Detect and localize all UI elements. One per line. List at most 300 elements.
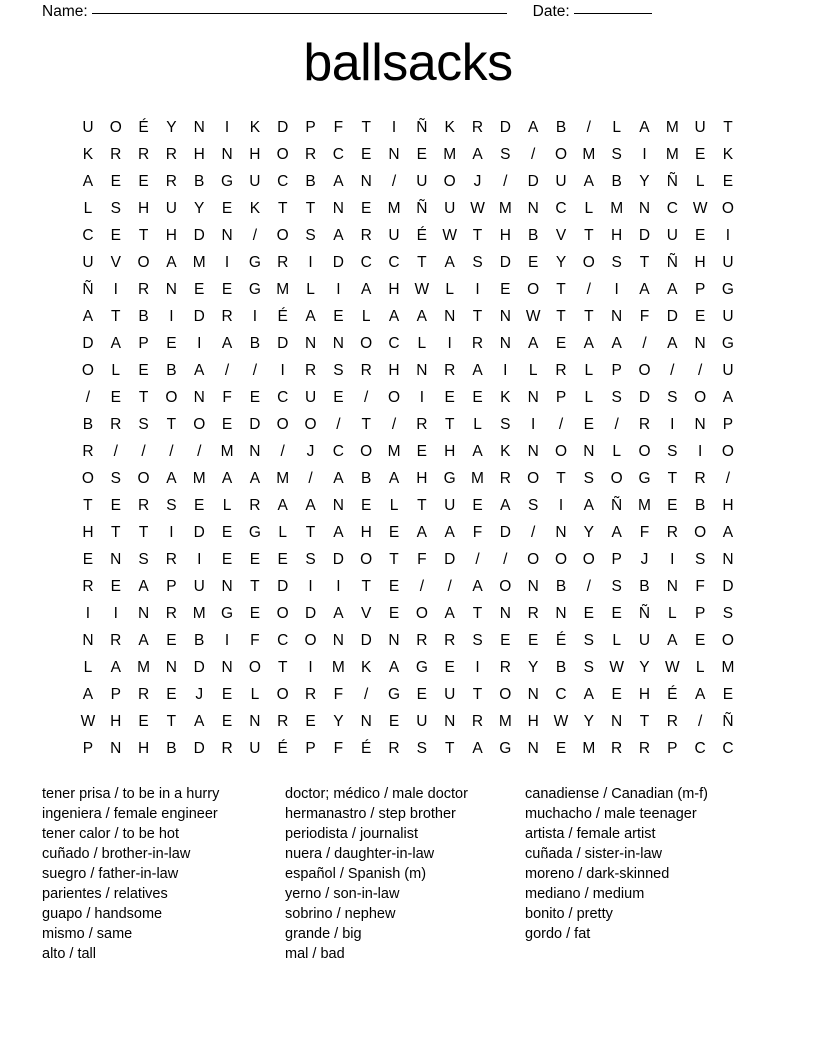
grid-cell[interactable]: L [584, 361, 594, 379]
grid-cell[interactable]: A [611, 334, 622, 352]
grid-cell[interactable]: A [221, 334, 233, 352]
grid-cell[interactable]: D [360, 631, 372, 649]
grid-cell[interactable]: O [527, 550, 540, 568]
grid-cell[interactable]: R [165, 604, 177, 622]
grid-cell[interactable]: S [138, 415, 149, 433]
grid-cell[interactable]: B [82, 415, 94, 433]
grid-cell[interactable]: Ñ [666, 172, 678, 190]
grid-cell[interactable]: T [277, 658, 288, 676]
grid-cell[interactable]: É [138, 118, 149, 136]
grid-cell[interactable]: N [221, 658, 233, 676]
grid-cell[interactable]: E [110, 577, 121, 595]
grid-cell[interactable]: O [360, 550, 373, 568]
grid-cell[interactable]: / [308, 469, 313, 487]
grid-cell[interactable]: P [667, 739, 678, 757]
grid-cell[interactable]: R [527, 604, 539, 622]
grid-cell[interactable]: N [444, 307, 456, 325]
grid-cell[interactable]: E [82, 550, 94, 568]
grid-cell[interactable]: N [165, 658, 177, 676]
grid-cell[interactable]: F [417, 550, 427, 568]
grid-cell[interactable]: / [558, 415, 564, 433]
grid-cell[interactable]: M [387, 442, 401, 460]
grid-cell[interactable]: M [582, 739, 596, 757]
grid-cell[interactable]: P [694, 280, 706, 298]
grid-cell[interactable]: A [472, 361, 483, 379]
grid-cell[interactable]: E [221, 712, 233, 730]
grid-cell[interactable]: R [388, 739, 400, 757]
grid-cell[interactable]: T [639, 253, 650, 271]
grid-cell[interactable]: M [721, 658, 735, 676]
grid-cell[interactable]: C [360, 253, 372, 271]
grid-cell[interactable]: O [610, 469, 623, 487]
grid-cell[interactable]: K [249, 199, 261, 217]
grid-cell[interactable]: B [138, 307, 149, 325]
grid-cell[interactable]: M [582, 145, 596, 163]
grid-cell[interactable]: E [333, 388, 344, 406]
grid-cell[interactable]: P [611, 361, 622, 379]
grid-cell[interactable]: C [277, 172, 289, 190]
grid-cell[interactable]: I [280, 361, 285, 379]
grid-cell[interactable]: M [331, 658, 345, 676]
grid-cell[interactable]: B [361, 469, 372, 487]
grid-cell[interactable]: I [197, 334, 202, 352]
grid-cell[interactable]: A [583, 334, 594, 352]
grid-cell[interactable]: / [586, 280, 591, 298]
grid-cell[interactable]: S [110, 199, 121, 217]
grid-cell[interactable]: / [531, 145, 536, 163]
grid-cell[interactable]: T [417, 496, 427, 514]
grid-cell[interactable]: / [642, 334, 647, 352]
grid-cell[interactable]: B [611, 172, 622, 190]
grid-cell[interactable]: L [83, 199, 93, 217]
grid-cell[interactable]: T [472, 685, 483, 703]
grid-cell[interactable]: P [110, 685, 121, 703]
grid-cell[interactable]: V [110, 253, 121, 271]
word-search-grid[interactable] [74, 114, 742, 762]
grid-cell[interactable]: E [667, 496, 678, 514]
grid-cell[interactable]: K [249, 118, 261, 136]
grid-cell[interactable]: U [555, 172, 567, 190]
grid-cell[interactable]: N [499, 604, 511, 622]
grid-cell[interactable]: U [444, 496, 456, 514]
grid-cell[interactable]: H [388, 361, 400, 379]
grid-cell[interactable]: I [224, 631, 230, 649]
grid-cell[interactable]: C [332, 145, 344, 163]
grid-cell[interactable]: É [416, 226, 428, 244]
grid-cell[interactable]: T [305, 523, 316, 541]
grid-cell[interactable]: T [389, 550, 399, 568]
grid-cell[interactable]: A [194, 712, 205, 730]
grid-cell[interactable]: C [388, 253, 400, 271]
grid-cell[interactable]: A [444, 523, 455, 541]
grid-cell[interactable]: S [527, 496, 539, 514]
grid-cell[interactable]: W [80, 712, 96, 730]
grid-cell[interactable]: E [694, 226, 706, 244]
grid-cell[interactable]: H [694, 253, 706, 271]
grid-cell[interactable]: L [612, 118, 621, 136]
grid-cell[interactable]: T [361, 415, 371, 433]
grid-cell[interactable]: D [82, 334, 94, 352]
grid-cell[interactable]: E [249, 550, 261, 568]
grid-cell[interactable]: H [722, 496, 734, 514]
grid-cell[interactable]: R [304, 685, 317, 703]
grid-cell[interactable]: D [249, 415, 261, 433]
grid-cell[interactable]: I [558, 496, 564, 514]
grid-cell[interactable]: M [665, 145, 679, 163]
grid-cell[interactable]: M [610, 199, 624, 217]
grid-cell[interactable]: G [638, 469, 651, 487]
grid-cell[interactable]: S [694, 550, 706, 568]
grid-cell[interactable]: G [248, 253, 261, 271]
grid-cell[interactable]: R [360, 226, 372, 244]
grid-cell[interactable]: R [471, 334, 484, 352]
grid-cell[interactable]: O [694, 388, 707, 406]
grid-cell[interactable]: / [391, 172, 397, 190]
grid-cell[interactable]: A [138, 631, 149, 649]
grid-cell[interactable]: W [609, 658, 624, 676]
grid-cell[interactable]: L [473, 415, 482, 433]
grid-cell[interactable]: / [447, 577, 452, 595]
grid-cell[interactable]: D [499, 118, 511, 136]
grid-cell[interactable]: R [611, 739, 623, 757]
grid-cell[interactable]: L [361, 307, 371, 325]
grid-cell[interactable]: K [722, 145, 734, 163]
grid-cell[interactable]: E [611, 685, 622, 703]
grid-cell[interactable]: Ñ [722, 712, 734, 730]
grid-cell[interactable]: O [582, 253, 595, 271]
grid-cell[interactable]: L [111, 361, 121, 379]
grid-cell[interactable]: T [361, 118, 371, 136]
grid-cell[interactable]: T [472, 226, 483, 244]
grid-cell[interactable]: H [165, 226, 177, 244]
grid-cell[interactable]: N [444, 712, 456, 730]
grid-cell[interactable]: L [528, 361, 538, 379]
grid-cell[interactable]: / [141, 442, 146, 460]
grid-cell[interactable]: A [472, 442, 483, 460]
grid-cell[interactable]: B [694, 496, 706, 514]
grid-cell[interactable]: V [361, 604, 372, 622]
grid-cell[interactable]: N [388, 145, 400, 163]
grid-cell[interactable]: N [388, 631, 400, 649]
grid-cell[interactable]: L [612, 442, 621, 460]
grid-cell[interactable]: B [527, 226, 539, 244]
grid-cell[interactable]: F [639, 523, 650, 541]
grid-cell[interactable]: G [248, 523, 261, 541]
grid-cell[interactable]: E [305, 712, 316, 730]
grid-cell[interactable]: Y [333, 712, 344, 730]
grid-cell[interactable]: U [304, 388, 317, 406]
grid-cell[interactable]: H [82, 523, 94, 541]
grid-cell[interactable]: S [416, 739, 428, 757]
grid-cell[interactable]: E [361, 496, 372, 514]
grid-cell[interactable]: N [304, 334, 317, 352]
grid-cell[interactable]: É [277, 739, 288, 757]
grid-cell[interactable]: N [527, 388, 539, 406]
grid-cell[interactable]: R [249, 496, 261, 514]
grid-cell[interactable]: U [82, 253, 94, 271]
grid-cell[interactable]: R [638, 415, 651, 433]
grid-cell[interactable]: C [332, 442, 344, 460]
grid-cell[interactable]: N [555, 523, 567, 541]
grid-cell[interactable]: T [138, 523, 149, 541]
grid-cell[interactable]: E [472, 496, 483, 514]
grid-cell[interactable]: C [277, 388, 289, 406]
grid-cell[interactable]: Y [527, 658, 539, 676]
grid-cell[interactable]: H [110, 712, 122, 730]
grid-cell[interactable]: L [695, 172, 705, 190]
grid-cell[interactable]: S [333, 361, 344, 379]
grid-cell[interactable]: D [277, 118, 289, 136]
grid-cell[interactable]: B [249, 334, 261, 352]
grid-cell[interactable]: G [721, 280, 734, 298]
grid-cell[interactable]: E [527, 253, 539, 271]
grid-cell[interactable]: E [110, 226, 121, 244]
grid-cell[interactable]: N [82, 631, 94, 649]
grid-cell[interactable]: / [503, 172, 508, 190]
grid-cell[interactable]: A [110, 658, 121, 676]
grid-cell[interactable]: N [332, 631, 344, 649]
grid-cell[interactable]: N [360, 172, 372, 190]
grid-cell[interactable]: V [555, 226, 567, 244]
grid-cell[interactable]: O [137, 253, 150, 271]
grid-cell[interactable]: H [416, 469, 428, 487]
grid-cell[interactable]: R [110, 415, 122, 433]
grid-cell[interactable]: D [638, 388, 651, 406]
grid-cell[interactable]: I [503, 361, 508, 379]
grid-cell[interactable]: / [697, 712, 703, 730]
grid-cell[interactable]: E [388, 604, 400, 622]
grid-cell[interactable]: W [553, 712, 569, 730]
grid-cell[interactable]: E [555, 334, 567, 352]
grid-cell[interactable]: E [694, 145, 706, 163]
grid-cell[interactable]: O [193, 415, 206, 433]
grid-cell[interactable]: I [252, 307, 258, 325]
grid-cell[interactable]: / [586, 118, 591, 136]
grid-cell[interactable]: O [638, 361, 651, 379]
grid-cell[interactable]: M [276, 469, 290, 487]
grid-cell[interactable]: N [249, 712, 261, 730]
grid-cell[interactable]: T [444, 415, 455, 433]
grid-cell[interactable]: S [110, 469, 121, 487]
grid-cell[interactable]: J [640, 550, 649, 568]
grid-cell[interactable]: N [527, 685, 539, 703]
grid-cell[interactable]: T [277, 199, 288, 217]
grid-cell[interactable]: Y [583, 523, 594, 541]
grid-cell[interactable]: T [472, 307, 483, 325]
grid-cell[interactable]: Y [166, 118, 177, 136]
grid-cell[interactable]: E [722, 172, 734, 190]
grid-cell[interactable]: A [667, 631, 678, 649]
grid-cell[interactable]: A [333, 604, 344, 622]
grid-cell[interactable]: O [276, 604, 289, 622]
grid-cell[interactable]: E [583, 604, 594, 622]
grid-cell[interactable]: E [221, 415, 233, 433]
grid-cell[interactable]: L [584, 388, 594, 406]
grid-cell[interactable]: U [249, 172, 261, 190]
grid-cell[interactable]: N [527, 442, 539, 460]
grid-cell[interactable]: N [332, 199, 344, 217]
grid-cell[interactable]: D [277, 577, 289, 595]
grid-cell[interactable]: B [555, 118, 567, 136]
grid-cell[interactable]: T [556, 280, 566, 298]
grid-cell[interactable]: I [447, 334, 452, 352]
grid-cell[interactable]: E [249, 604, 261, 622]
grid-cell[interactable]: E [416, 442, 428, 460]
grid-cell[interactable]: O [109, 118, 122, 136]
grid-cell[interactable]: / [252, 226, 258, 244]
grid-cell[interactable]: / [725, 469, 731, 487]
grid-cell[interactable]: N [499, 334, 511, 352]
grid-cell[interactable]: P [611, 550, 622, 568]
grid-cell[interactable]: / [670, 361, 675, 379]
grid-cell[interactable]: O [360, 442, 373, 460]
grid-cell[interactable]: W [664, 658, 680, 676]
grid-cell[interactable]: N [110, 550, 122, 568]
grid-cell[interactable]: E [388, 523, 400, 541]
grid-cell[interactable]: I [697, 442, 703, 460]
grid-cell[interactable]: Ñ [611, 496, 623, 514]
grid-cell[interactable]: Ñ [416, 199, 428, 217]
grid-cell[interactable]: T [584, 226, 594, 244]
grid-cell[interactable]: É [667, 685, 678, 703]
grid-cell[interactable]: A [333, 523, 344, 541]
grid-cell[interactable]: M [137, 658, 151, 676]
grid-cell[interactable]: A [444, 253, 455, 271]
grid-cell[interactable]: E [166, 631, 177, 649]
grid-cell[interactable]: C [388, 334, 400, 352]
grid-cell[interactable]: G [221, 172, 234, 190]
grid-cell[interactable]: S [667, 442, 678, 460]
grid-cell[interactable]: O [582, 550, 595, 568]
grid-cell[interactable]: / [391, 415, 397, 433]
grid-cell[interactable]: D [277, 334, 289, 352]
grid-cell[interactable]: / [697, 361, 703, 379]
grid-cell[interactable]: N [611, 307, 623, 325]
grid-cell[interactable]: I [670, 415, 675, 433]
grid-cell[interactable]: I [419, 388, 424, 406]
grid-cell[interactable]: / [586, 577, 591, 595]
grid-cell[interactable]: E [444, 388, 455, 406]
grid-cell[interactable]: O [387, 388, 401, 406]
grid-cell[interactable]: T [250, 577, 260, 595]
grid-cell[interactable]: R [277, 712, 289, 730]
grid-cell[interactable]: Y [639, 658, 650, 676]
grid-cell[interactable]: S [667, 388, 678, 406]
grid-cell[interactable]: U [416, 172, 428, 190]
grid-cell[interactable]: O [499, 577, 512, 595]
grid-cell[interactable]: E [138, 361, 149, 379]
grid-cell[interactable]: T [138, 388, 149, 406]
grid-cell[interactable]: A [667, 334, 678, 352]
grid-cell[interactable]: G [415, 658, 428, 676]
grid-cell[interactable]: E [138, 172, 149, 190]
grid-cell[interactable]: L [250, 685, 260, 703]
grid-cell[interactable]: D [193, 739, 205, 757]
grid-cell[interactable]: O [304, 415, 317, 433]
grid-cell[interactable]: A [472, 145, 483, 163]
grid-cell[interactable]: T [111, 307, 121, 325]
grid-cell[interactable]: O [721, 199, 734, 217]
grid-cell[interactable]: E [221, 523, 233, 541]
grid-cell[interactable]: O [415, 604, 428, 622]
grid-cell[interactable]: Y [583, 712, 594, 730]
grid-cell[interactable]: A [388, 658, 400, 676]
grid-cell[interactable]: I [113, 280, 118, 298]
grid-cell[interactable]: Ñ [82, 280, 94, 298]
grid-cell[interactable]: S [166, 496, 177, 514]
grid-cell[interactable]: E [221, 550, 233, 568]
grid-cell[interactable]: N [193, 118, 205, 136]
grid-cell[interactable]: U [444, 685, 456, 703]
grid-cell[interactable]: G [387, 685, 401, 703]
grid-cell[interactable]: A [305, 307, 316, 325]
grid-cell[interactable]: M [192, 604, 206, 622]
grid-cell[interactable]: N [165, 280, 177, 298]
grid-cell[interactable]: U [722, 361, 734, 379]
name-write-in-line[interactable] [92, 13, 507, 14]
grid-cell[interactable]: Ñ [638, 604, 651, 622]
grid-cell[interactable]: H [444, 442, 456, 460]
grid-cell[interactable]: D [499, 253, 511, 271]
grid-cell[interactable]: O [554, 442, 568, 460]
grid-cell[interactable]: A [694, 685, 706, 703]
grid-cell[interactable]: P [166, 577, 177, 595]
grid-cell[interactable]: P [305, 739, 316, 757]
grid-cell[interactable]: H [360, 523, 372, 541]
grid-cell[interactable]: A [527, 334, 539, 352]
grid-cell[interactable]: A [305, 496, 316, 514]
grid-cell[interactable]: P [722, 415, 734, 433]
grid-cell[interactable]: L [445, 280, 454, 298]
grid-cell[interactable]: U [666, 226, 678, 244]
grid-cell[interactable]: T [556, 307, 566, 325]
grid-cell[interactable]: E [555, 739, 567, 757]
grid-cell[interactable]: A [110, 334, 121, 352]
grid-cell[interactable]: O [276, 226, 289, 244]
grid-cell[interactable]: N [555, 604, 567, 622]
grid-cell[interactable]: R [137, 145, 150, 163]
grid-cell[interactable]: I [308, 658, 313, 676]
grid-cell[interactable]: M [387, 199, 401, 217]
grid-cell[interactable]: R [165, 550, 177, 568]
grid-cell[interactable]: A [361, 280, 372, 298]
grid-cell[interactable]: T [556, 469, 566, 487]
grid-cell[interactable]: T [361, 577, 371, 595]
grid-cell[interactable]: W [414, 280, 430, 298]
grid-cell[interactable]: O [304, 631, 317, 649]
grid-cell[interactable]: R [444, 361, 456, 379]
grid-cell[interactable]: R [165, 145, 177, 163]
grid-cell[interactable]: A [667, 280, 678, 298]
grid-cell[interactable]: T [305, 199, 316, 217]
grid-cell[interactable]: T [639, 712, 650, 730]
grid-cell[interactable]: T [444, 739, 455, 757]
grid-cell[interactable]: A [611, 523, 622, 541]
grid-cell[interactable]: S [611, 145, 622, 163]
grid-cell[interactable]: O [443, 172, 456, 190]
grid-cell[interactable]: R [165, 172, 177, 190]
grid-cell[interactable]: A [388, 469, 400, 487]
grid-cell[interactable]: F [472, 523, 483, 541]
grid-cell[interactable]: U [416, 712, 428, 730]
grid-cell[interactable]: A [333, 469, 344, 487]
grid-cell[interactable]: E [583, 415, 594, 433]
grid-cell[interactable]: A [416, 523, 428, 541]
grid-cell[interactable]: T [417, 253, 427, 271]
grid-cell[interactable]: I [113, 604, 118, 622]
grid-cell[interactable]: I [475, 280, 480, 298]
grid-cell[interactable]: S [472, 631, 483, 649]
